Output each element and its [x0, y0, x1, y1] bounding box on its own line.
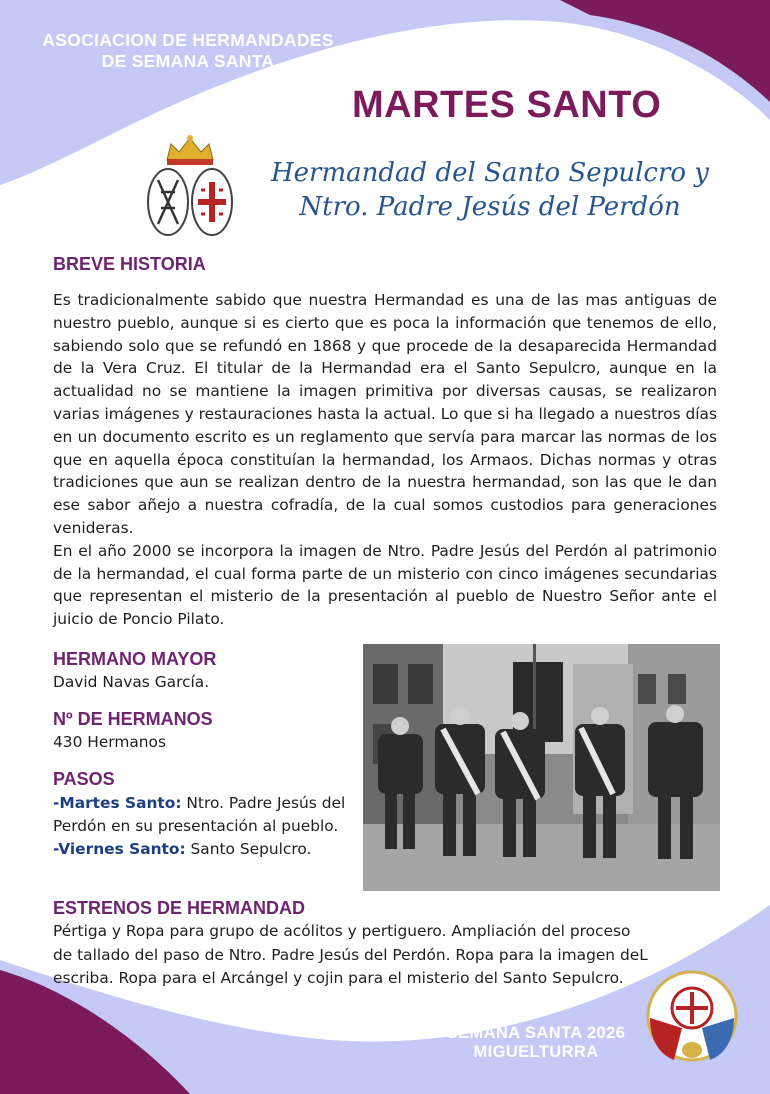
- brotherhood-name: [250, 156, 730, 224]
- brotherhood-crest-icon: [143, 132, 237, 242]
- paso-text: Ntro. Padre Jesús del Perdón en su presentación al pueblo.: [53, 794, 346, 835]
- brotherhood-name-line-1: Hermandad del Santo Sepulcro y: [271, 158, 709, 188]
- estrenos-text: Pértiga y Ropa para grupo de acólitos y pertiguero. Ampliación del proceso de tallado del paso de Ntro. Padre Jesús del Perdón. Ropa para la imagen deL escriba. Ropa para el Arcángel y cojin para el misterio del Santo Sepulcro.: [53, 922, 648, 987]
- association-seal-icon: [644, 968, 740, 1064]
- page-title: MARTES SANTO: [352, 84, 662, 126]
- hermanos-heading: Nº DE HERMANOS: [53, 709, 213, 729]
- history-paragraph-1: Es tradicionalmente sabido que nuestra Hermandad es una de las mas antiguas de nuestro pueblo, aunque si es cierto que es poca la información que tenemos de ello, sabiendo solo que se refundó en 1868 y que procede de la desaparecida Hermandad de la Vera Cruz. El titular de la Hermandad era el Santo Sepulcro, aunque en la actualidad no se mantiene la imagen primitiva por diversas causas, se realizaron varias imágenes y restauraciones hasta la actual. Lo que si ha llegado a nuestros días en un documento escrito es un reglamento que servía para marcar las normas de los que en aquella época constituían la hermandad, los Armaos. Dichas normas y otras tradiciones que aun se realizan dentro de la nuestra hermandad, son las que le dan ese sabor añejo a nuestra cofradía, de la cual somos custodios para generaciones venideras.: [53, 291, 717, 537]
- association-line-1: ASOCIACION DE HERMANDADES: [42, 30, 334, 50]
- paso-item: [53, 792, 353, 838]
- paso-day: -Viernes Santo:: [53, 839, 186, 858]
- association-line-2: DE SEMANA SANTA: [101, 51, 275, 71]
- history-text: [53, 289, 717, 631]
- history-heading: BREVE HISTORIA: [53, 254, 206, 274]
- footer-line-2: MIGUELTURRA: [473, 1043, 599, 1061]
- paso-item: [53, 838, 353, 861]
- footer-line-1: SEMANA SANTA 2026: [446, 1024, 626, 1042]
- hermano-mayor-value: David Navas García.: [53, 673, 210, 691]
- paso-text: Santo Sepulcro.: [185, 839, 312, 858]
- pasos-heading: PASOS: [53, 769, 115, 789]
- procession-photo: [363, 644, 720, 891]
- paso-day: -Martes Santo:: [53, 794, 182, 812]
- brotherhood-name-line-2: Ntro. Padre Jesús del Perdón: [299, 192, 681, 222]
- association-name: [20, 30, 356, 72]
- hermanos-value: 430 Hermanos: [53, 733, 166, 751]
- footer-event: [430, 1024, 642, 1062]
- estrenos-heading: ESTRENOS DE HERMANDAD: [53, 898, 306, 918]
- pasos-list: [53, 792, 353, 860]
- history-paragraph-2: En el año 2000 se incorpora la imagen de Ntro. Padre Jesús del Perdón al patrimonio de la hermandad, el cual forma parte de un misterio con cinco imágenes secundarias que representan el misterio de la presentación al pueblo de Nuestro Señor ante el juicio de Poncio Pilato.: [53, 541, 717, 629]
- hermano-mayor-heading: HERMANO MAYOR: [53, 649, 217, 669]
